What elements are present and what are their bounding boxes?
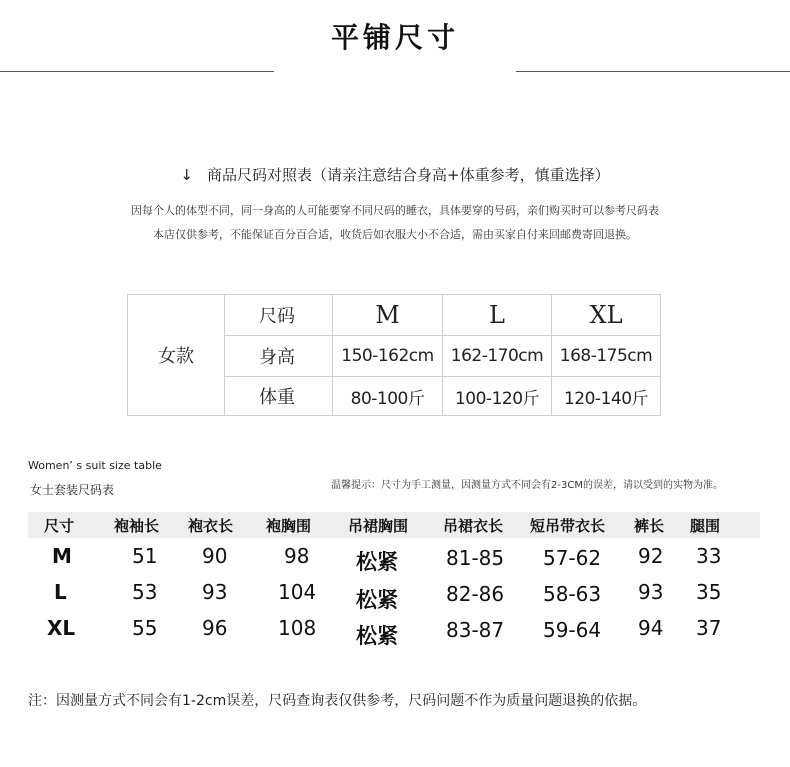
header-robe-sleeve: 袍袖长: [114, 517, 160, 535]
arrow-down-icon: ↓: [180, 166, 193, 184]
suit-cell: 94: [638, 616, 664, 640]
header-robe-length: 袍衣长: [188, 517, 234, 535]
suit-size-l: L: [54, 580, 67, 604]
title-divider-right: [516, 71, 790, 72]
suit-cell: 90: [202, 544, 228, 568]
size-chart-subtitle: [0, 164, 790, 185]
header-size: 尺寸: [44, 517, 75, 535]
suit-cell: 83-87: [446, 618, 505, 642]
page-title: 平铺尺寸: [330, 21, 459, 54]
subtitle-text: 商品尺码对照表（请亲注意结合身高+体重参考，慎重选择）: [207, 166, 610, 184]
size-m: M: [333, 295, 443, 336]
suit-cell: 81-85: [446, 546, 505, 570]
suit-cell: 108: [278, 616, 317, 640]
suit-cell: 59-64: [543, 618, 602, 642]
row-label-height: 身高: [225, 336, 333, 377]
header-cami-length: 短吊带衣长: [530, 517, 606, 535]
description-line-2: 本店仅供参考，不能保证百分百合适，收货后如衣服大小不合适，需由买家自付来回邮费寄回退换。: [153, 228, 637, 241]
suit-cell: 58-63: [543, 582, 602, 606]
suit-cell: 93: [202, 580, 228, 604]
weight-xl: 120-140斤: [552, 377, 661, 416]
size-l: L: [443, 295, 552, 336]
suit-cell: 55: [132, 616, 158, 640]
suit-table-label-en: Women’ s suit size table: [28, 459, 162, 472]
suit-cell: 96: [202, 616, 228, 640]
gender-cell: 女款: [128, 295, 225, 416]
header-pants-length: 裤长: [634, 517, 665, 535]
row-label-size: 尺码: [225, 295, 333, 336]
suit-cell: 57-62: [543, 546, 602, 570]
description-line-1: 因每个人的体型不同，同一身高的人可能要穿不同尺码的睡衣，具体要穿的号码，亲们购买时可以参考尺码表: [131, 204, 659, 217]
suit-cell: 松紧: [356, 550, 398, 574]
title-divider-left: [0, 71, 274, 72]
suit-cell: 98: [284, 544, 310, 568]
suit-cell: 51: [132, 544, 158, 568]
header-slip-length: 吊裙衣长: [443, 517, 504, 535]
height-m: 150-162cm: [333, 336, 443, 377]
suit-cell: 92: [638, 544, 664, 568]
suit-cell: 松紧: [356, 624, 398, 648]
suit-cell: 松紧: [356, 588, 398, 612]
footer-note: 注：因测量方式不同会有1-2cm误差，尺码查询表仅供参考，尺码问题不作为质量问题退换的依据。: [28, 693, 647, 709]
header-robe-chest: 袍胸围: [266, 517, 312, 535]
suit-cell: 53: [132, 580, 158, 604]
table-row: [128, 295, 661, 336]
suit-cell: 104: [278, 580, 317, 604]
height-xl: 168-175cm: [552, 336, 661, 377]
suit-size-m: M: [52, 544, 72, 568]
measurement-tip: 温馨提示：尺寸为手工测量，因测量方式不同会有2-3CM的误差，请以受到的实物为准。: [331, 480, 723, 491]
header-leg-circ: 腿围: [690, 517, 721, 535]
suit-cell: 82-86: [446, 582, 505, 606]
weight-m: 80-100斤: [333, 377, 443, 416]
row-label-weight: 体重: [225, 377, 333, 416]
suit-size-xl: XL: [47, 616, 76, 640]
weight-l: 100-120斤: [443, 377, 552, 416]
size-xl: XL: [552, 295, 661, 336]
suit-cell: 93: [638, 580, 664, 604]
header-slip-chest: 吊裙胸围: [348, 517, 409, 535]
suit-cell: 33: [696, 544, 722, 568]
womens-size-table: [127, 294, 661, 416]
height-l: 162-170cm: [443, 336, 552, 377]
suit-cell: 35: [696, 580, 722, 604]
suit-cell: 37: [696, 616, 722, 640]
suit-table-label-cn: 女士套装尺码表: [30, 483, 115, 497]
